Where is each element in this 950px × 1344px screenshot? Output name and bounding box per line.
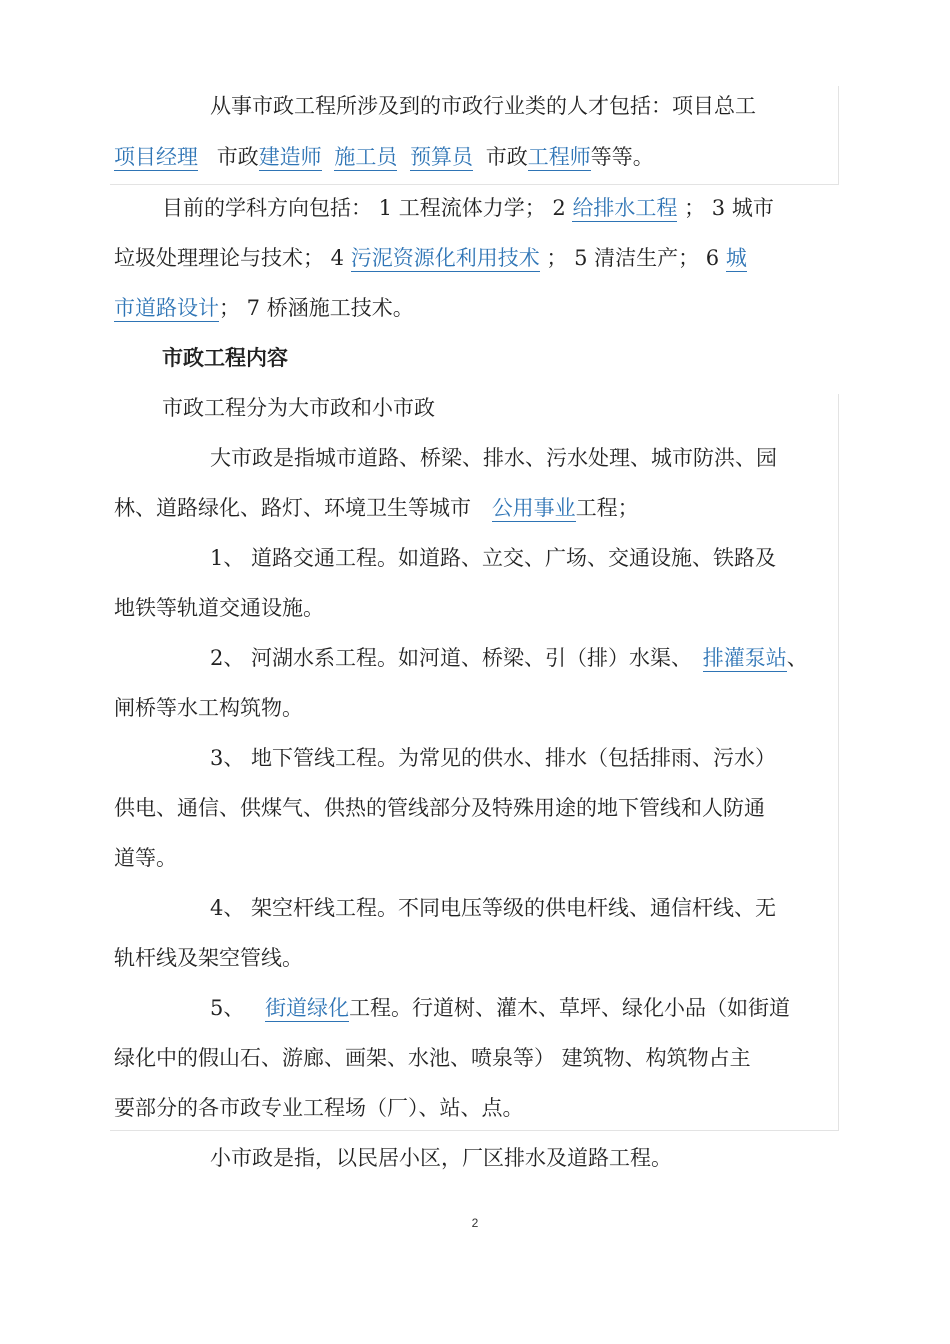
item3-line2: 供电、通信、供煤气、供热的管线部分及特殊用途的地下管线和人防通 — [114, 796, 765, 820]
section-heading: 市政工程内容 — [162, 346, 288, 370]
item3-line3: 道等。 — [114, 846, 177, 870]
p1-line2: 项目经理 市政建造师 施工员 预算员 市政工程师等等。 — [114, 145, 654, 169]
small-line: 小市政是指，以民居小区，厂区排水及道路工程。 — [210, 1146, 672, 1170]
p2-line3: 市道路设计； 7 桥涵施工技术。 — [114, 296, 414, 320]
link-water-supply-drainage[interactable]: 给排水工程 — [572, 196, 678, 220]
intro-line: 市政工程分为大市政和小市政 — [162, 396, 435, 420]
link-estimator[interactable]: 预算员 — [410, 145, 474, 169]
page-number: 2 — [471, 1216, 479, 1230]
link-construction-worker[interactable]: 施工员 — [334, 145, 398, 169]
link-urban-road-design-a[interactable]: 城 — [725, 246, 747, 270]
link-urban-road-design-b[interactable]: 市道路设计 — [114, 296, 219, 320]
p1-line1: 从事市政工程所涉及到的市政行业类的人才包括：项目总工 — [210, 94, 756, 118]
item1-line1: 1、 道路交通工程。如道路、立交、广场、交通设施、铁路及 — [210, 546, 777, 570]
link-street-greening[interactable]: 街道绿化 — [265, 996, 350, 1020]
item1-line2: 地铁等轨道交通设施。 — [114, 596, 324, 620]
item4-line1: 4、 架空杆线工程。不同电压等级的供电杆线、通信杆线、无 — [210, 896, 777, 920]
item3-line1: 3、 地下管线工程。为常见的供水、排水（包括排雨、污水） — [210, 746, 777, 770]
item5-line3: 要部分的各市政专业工程场（厂）、站、点。 — [114, 1096, 524, 1120]
item4-line2: 轨杆线及架空管线。 — [114, 946, 303, 970]
item2-line2: 闸桥等水工构筑物。 — [114, 696, 303, 720]
big-line1: 大市政是指城市道路、桥梁、排水、污水处理、城市防洪、园 — [210, 446, 777, 470]
link-public-utilities[interactable]: 公用事业 — [491, 496, 576, 520]
big-line2: 林、道路绿化、路灯、环境卫生等城市 公用事业工程； — [114, 496, 639, 520]
p2-line2: 垃圾处理理论与技术； 4 污泥资源化利用技术 ； 5 清洁生产； 6 城 — [114, 246, 747, 270]
p2-line1: 目前的学科方向包括： 1 工程流体力学； 2 给排水工程 ； 3 城市 — [162, 196, 774, 220]
item5-line2: 绿化中的假山石、游廊、画架、水池、喷泉等） 建筑物、构筑物占主 — [114, 1046, 751, 1070]
link-constructor[interactable]: 建造师 — [258, 145, 322, 169]
link-engineer[interactable]: 工程师 — [527, 145, 591, 169]
link-project-manager[interactable]: 项目经理 — [114, 145, 198, 169]
link-sludge-utilization[interactable]: 污泥资源化利用技术 — [350, 246, 540, 270]
item5-line1: 5、 街道绿化工程。行道树、灌木、草坪、绿化小品（如街道 — [210, 996, 791, 1020]
link-pumping-station[interactable]: 排灌泵站 — [702, 646, 787, 670]
item2-line1: 2、 河湖水系工程。如河道、桥梁、引（排）水渠、 排灌泵站、 — [210, 646, 808, 670]
